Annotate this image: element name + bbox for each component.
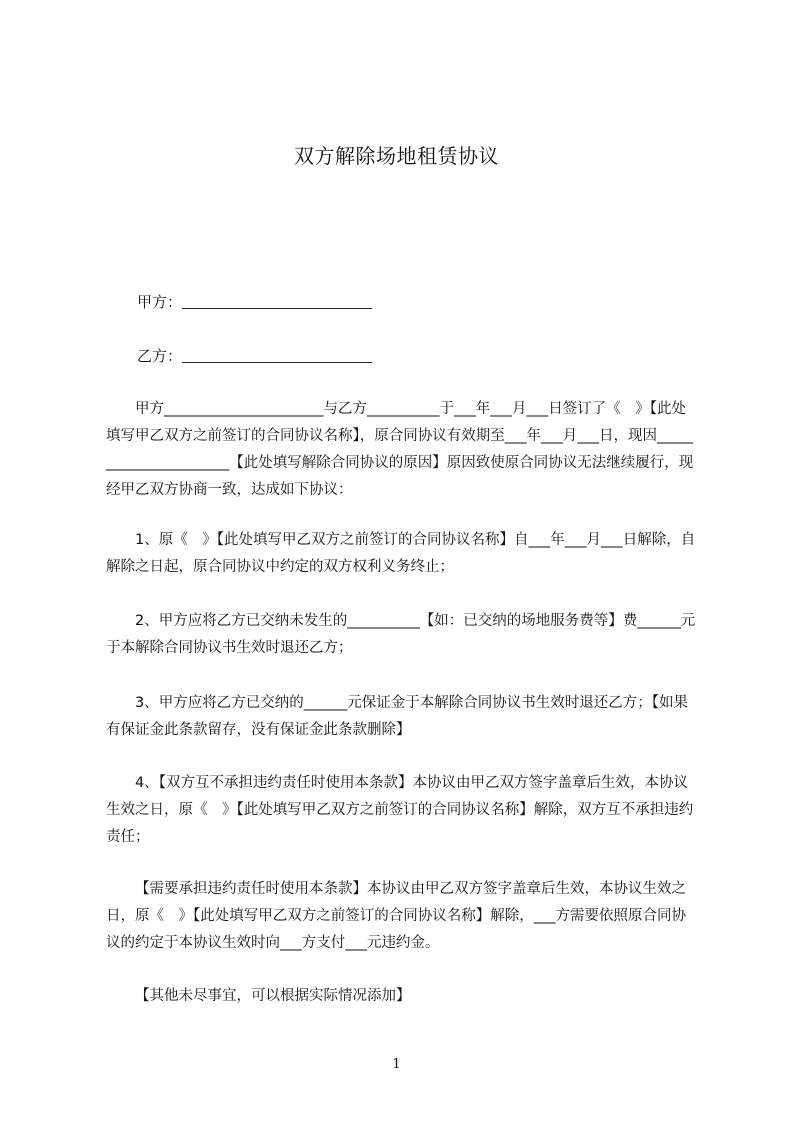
page-number: 1 [392, 1057, 401, 1072]
party-a-label: 甲方： [137, 293, 183, 311]
party-a-line [137, 292, 372, 312]
party-b-blank [182, 348, 372, 363]
clause-4-alternative: 【需要承担违约责任时使用本条款】本协议由甲乙双方签字盖章后生效，本协议生效之日，原《 》【此处填写甲乙双方之前签订的合同协议名称】解除，___方需要依照原合同协议的约定于本协议生效时向___方支付___元违约金。 [106, 881, 686, 951]
clause-4: 4、【双方互不承担违约责任时使用本条款】本协议由甲乙双方签字盖章后生效，本协议生效之日，原《 》【此处填写甲乙双方之前签订的合同协议名称】解除，双方互不承担违约责任； [106, 775, 694, 845]
document-title: 双方解除场地租赁协议 [294, 144, 499, 168]
party-b-label: 乙方： [137, 347, 183, 365]
clause-1: 1、原《 》【此处填写甲乙双方之前签订的合同协议名称】自___年___月___日解除，自解除之日起，原合同协议中约定的双方权利义务终止； [106, 532, 696, 575]
additional-terms-note: 【其他未尽事宜，可以根据实际情况添加】 [135, 988, 411, 1004]
clause-2: 2、甲方应将乙方已交纳未发生的__________【如：已交纳的场地服务费等】费______元于本解除合同协议书生效时退还乙方； [106, 613, 696, 656]
intro-paragraph: 甲方______________________与乙方__________于___年___月___日签订了《 》【此处填写甲乙双方之前签订的合同协议名称】，原合同协议有效期至___年___月___日，现因______________________【此处填写解除合同协议的原因】原因致使原合同协议无法继续履行，现经甲乙双方协商一致，达成如下协议： [106, 401, 694, 498]
clause-3: 3、甲方应将乙方已交纳的______元保证金于本解除合同协议书生效时退还乙方；【如果有保证金此条款留存，没有保证金此条款删除】 [106, 695, 688, 738]
party-a-blank [182, 294, 372, 309]
party-b-line [137, 346, 372, 366]
